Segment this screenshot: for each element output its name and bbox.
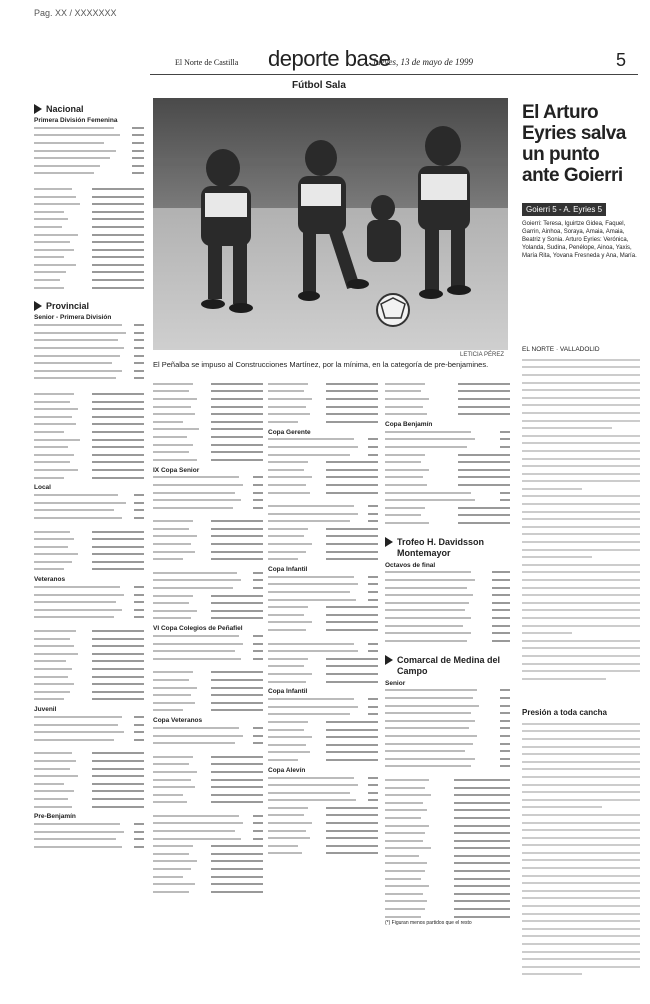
article-body xyxy=(522,356,640,683)
veteranos-subheading: Veteranos xyxy=(34,576,66,584)
vi-copa-subheading: VI Copa Colegios de Peñafiel xyxy=(153,625,243,633)
copa-infantil-subheading: Copa Infantil xyxy=(268,566,308,574)
article-subhead: Presión a toda cancha xyxy=(522,708,607,717)
copa-gerente-subheading: Copa Gerente xyxy=(268,428,311,436)
header-rule xyxy=(150,74,638,75)
article-body-continued xyxy=(522,720,640,978)
mid-left-results-column xyxy=(153,380,263,896)
juvenil-subheading: Juvenil xyxy=(34,706,57,714)
left-results-column xyxy=(34,104,144,851)
photo-caption: El Peñalba se impuso al Construcciones Martínez, por la mínima, en la categoría de pre-benjamines. xyxy=(153,360,489,369)
provincial-subheading: Senior - Primera División xyxy=(34,314,112,322)
section-kicker: Fútbol Sala xyxy=(292,80,346,91)
arrow-icon xyxy=(34,104,42,114)
arrow-icon xyxy=(385,655,393,665)
mid-right-results-column xyxy=(385,380,510,928)
footnote: (*) Figuran menos partidos que el resto xyxy=(385,920,472,927)
mid-copas-column xyxy=(268,380,378,857)
article-headline: El Arturo Eyries salva un punto ante Goierri xyxy=(522,102,626,186)
octavos-subheading: Octavos de final xyxy=(385,561,436,569)
arrow-icon xyxy=(34,301,42,311)
issue-date: Jueves, 13 de mayo de 1999 xyxy=(372,57,473,67)
nacional-heading: Nacional xyxy=(34,104,144,114)
trofeo-heading: Trofeo H. Davidsson Montemayor xyxy=(385,537,510,559)
copa-infantil-2-subheading: Copa Infantil xyxy=(268,688,308,696)
newspaper-name: El Norte de Castilla xyxy=(175,58,239,67)
match-photo xyxy=(153,98,508,350)
copa-benjamin-subheading: Copa Benjamín xyxy=(385,420,433,428)
comarcal-heading: Comarcal de Medina del Campo xyxy=(385,655,510,677)
lineup-text: Goierri: Teresa, Iguirtze Gidea, Faquel, Garrin, Ainhoa, Soraya, Amaia, Amaia, Beatriz y Sonia. Arturo Eyries: Verónica, Yolanda, Sudina, Penélope, Ainoa, Yaxis, María Rita, Yovana Fresneda y Ana, María. xyxy=(522,221,637,259)
local-subheading: Local xyxy=(34,484,51,492)
copa-alevin-subheading: Copa Alevín xyxy=(268,766,306,774)
arrow-icon xyxy=(385,537,393,547)
ix-copa-subheading: IX Copa Senior xyxy=(153,466,200,474)
nacional-subheading: Primera División Femenina xyxy=(34,117,118,124)
page-number: 5 xyxy=(616,50,627,70)
senior-subheading: Senior xyxy=(385,679,406,687)
copa-veteranos-subheading: Copa Veteranos xyxy=(153,717,203,725)
article-dateline: EL NORTE · VALLADOLID xyxy=(522,346,600,353)
prebenjamin-subheading: Pre-Benjamín xyxy=(34,813,76,821)
photo-credit: LETICIA PÉREZ xyxy=(460,352,505,358)
provincial-heading: Provincial xyxy=(34,301,144,311)
score-bar: Goierri 5 - A. Eyries 5 xyxy=(522,203,606,216)
section-title: deporte base xyxy=(268,46,391,71)
page-reference: Pag. XX / XXXXXXX xyxy=(34,8,117,18)
